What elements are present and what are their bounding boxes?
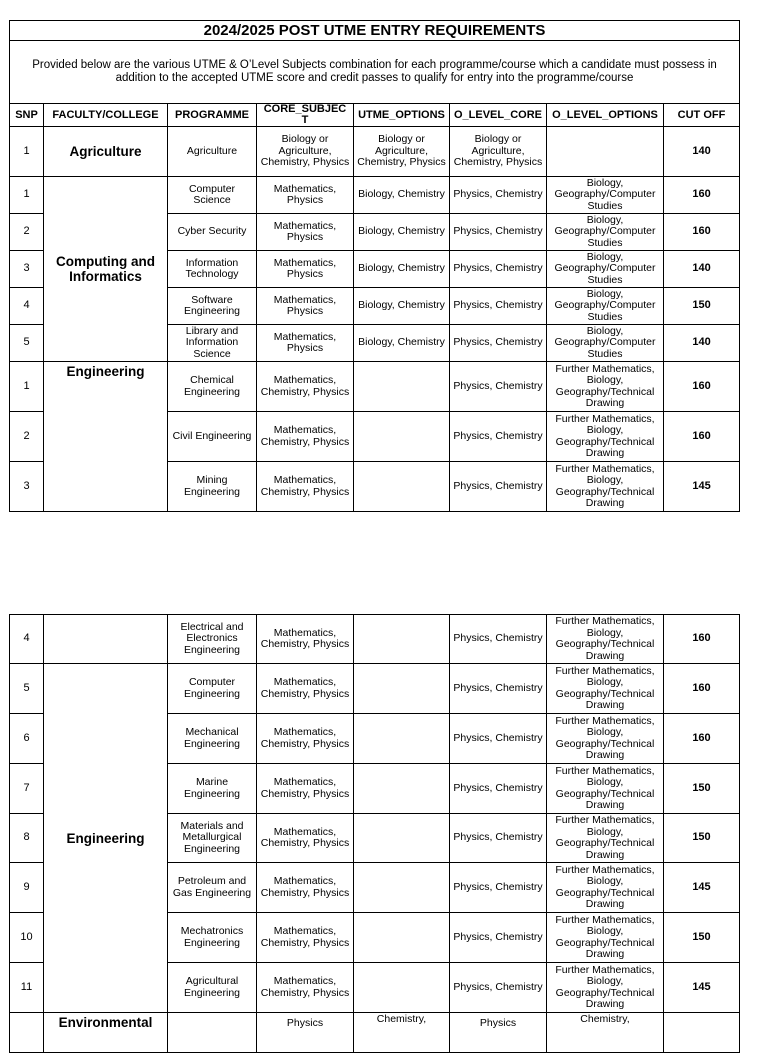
cutoff-cell: 160 [664, 714, 740, 764]
col-header-cutoff: CUT OFF [664, 104, 740, 127]
programme-cell: Civil Engineering [168, 412, 257, 462]
snp-cell: 11 [10, 963, 44, 1013]
programme-cell: Cyber Security [168, 214, 257, 251]
utme-options-cell: Biology, Chemistry [354, 251, 450, 288]
col-header-olevel-options: O_LEVEL_OPTIONS [547, 104, 664, 127]
core-subject-cell: Biology or Agriculture, Chemistry, Physics [257, 127, 354, 177]
intro-text: Provided below are the various UTME & O’Level Subjects combination for each programme/course which a candidate must possess in addition to the accepted UTME score and credit passes to qualify for entry into the programme/course [10, 41, 740, 104]
snp-cell: 4 [10, 615, 44, 664]
programme-cell: Mechanical Engineering [168, 714, 257, 764]
cutoff-cell: 140 [664, 251, 740, 288]
cutoff-cell: 160 [664, 177, 740, 214]
snp-cell: 1 [10, 127, 44, 177]
core-subject-cell: Mathematics, Chemistry, Physics [257, 462, 354, 512]
olevel-core-cell: Physics, Chemistry [450, 412, 547, 462]
olevel-core-cell: Physics, Chemistry [450, 177, 547, 214]
olevel-options-cell: Further Mathematics, Biology, Geography/Technical Drawing [547, 913, 664, 963]
snp-cell: 3 [10, 251, 44, 288]
core-subject-cell: Mathematics, Chemistry, Physics [257, 362, 354, 412]
cutoff-cell: 150 [664, 288, 740, 325]
table-row [10, 177, 740, 214]
faculty-engineering: Engineering [44, 664, 168, 1013]
table-row [10, 664, 740, 714]
olevel-core-cell: Physics, Chemistry [450, 863, 547, 913]
olevel-options-cell: Biology, Geography/Computer Studies [547, 288, 664, 325]
olevel-options-cell: Biology, Geography/Computer Studies [547, 325, 664, 362]
faculty-environmental: Environmental [44, 1013, 168, 1053]
snp-cell: 2 [10, 214, 44, 251]
utme-options-cell: Chemistry, [354, 1013, 450, 1053]
table-row [10, 362, 740, 412]
core-subject-cell: Mathematics, Chemistry, Physics [257, 615, 354, 664]
faculty-computing-informatics: Computing and Informatics [44, 177, 168, 362]
olevel-options-cell: Biology, Geography/Computer Studies [547, 214, 664, 251]
table-row [10, 615, 740, 664]
programme-cell: Library and Information Science [168, 325, 257, 362]
cutoff-cell: 160 [664, 615, 740, 664]
olevel-options-cell: Further Mathematics, Biology, Geography/Technical Drawing [547, 664, 664, 714]
programme-cell: Petroleum and Gas Engineering [168, 863, 257, 913]
table-header [10, 104, 740, 127]
programme-cell: Information Technology [168, 251, 257, 288]
utme-options-cell [354, 615, 450, 664]
faculty-engineering: Engineering [44, 362, 168, 512]
cutoff-cell: 145 [664, 963, 740, 1013]
olevel-options-cell: Further Mathematics, Biology, Geography/Technical Drawing [547, 963, 664, 1013]
olevel-options-cell [547, 127, 664, 177]
programme-cell: Marine Engineering [168, 764, 257, 814]
programme-cell: Software Engineering [168, 288, 257, 325]
olevel-core-cell: Physics, Chemistry [450, 814, 547, 863]
faculty-cell-empty [44, 615, 168, 664]
utme-options-cell [354, 814, 450, 863]
utme-options-cell [354, 664, 450, 714]
col-header-core-subject: CORE_SUBJEC T [257, 104, 354, 127]
core-subject-cell: Physics [257, 1013, 354, 1053]
olevel-options-cell: Further Mathematics, Biology, Geography/Technical Drawing [547, 462, 664, 512]
utme-options-cell [354, 764, 450, 814]
table-row [10, 1013, 740, 1053]
snp-cell: 7 [10, 764, 44, 814]
programme-cell: Electrical and Electronics Engineering [168, 615, 257, 664]
olevel-options-cell: Further Mathematics, Biology, Geography/Technical Drawing [547, 362, 664, 412]
utme-options-cell: Biology or Agriculture, Chemistry, Physics [354, 127, 450, 177]
programme-cell: Chemical Engineering [168, 362, 257, 412]
core-subject-cell: Mathematics, Chemistry, Physics [257, 963, 354, 1013]
cutoff-cell: 150 [664, 764, 740, 814]
utme-options-cell [354, 913, 450, 963]
utme-options-cell: Biology, Chemistry [354, 288, 450, 325]
utme-options-cell [354, 714, 450, 764]
olevel-core-cell: Physics, Chemistry [450, 214, 547, 251]
olevel-options-cell: Biology, Geography/Computer Studies [547, 177, 664, 214]
cutoff-cell: 145 [664, 462, 740, 512]
utme-options-cell [354, 362, 450, 412]
cutoff-cell: 145 [664, 863, 740, 913]
requirements-table-page-1 [9, 20, 740, 512]
programme-cell: Materials and Metallurgical Engineering [168, 814, 257, 863]
cutoff-cell: 160 [664, 362, 740, 412]
olevel-core-cell: Physics, Chemistry [450, 913, 547, 963]
olevel-options-cell: Biology, Geography/Computer Studies [547, 251, 664, 288]
olevel-core-cell: Physics, Chemistry [450, 714, 547, 764]
programme-cell: Agricultural Engineering [168, 963, 257, 1013]
core-subject-cell: Mathematics, Physics [257, 251, 354, 288]
olevel-options-cell: Further Mathematics, Biology, Geography/Technical Drawing [547, 412, 664, 462]
olevel-core-cell: Physics, Chemistry [450, 615, 547, 664]
olevel-core-cell: Physics, Chemistry [450, 325, 547, 362]
olevel-core-cell: Physics [450, 1013, 547, 1053]
snp-cell: 10 [10, 913, 44, 963]
core-subject-cell: Mathematics, Chemistry, Physics [257, 814, 354, 863]
olevel-options-cell: Chemistry, [547, 1013, 664, 1053]
faculty-agriculture: Agriculture [44, 127, 168, 177]
programme-cell: Agriculture [168, 127, 257, 177]
snp-cell: 5 [10, 664, 44, 714]
core-subject-cell: Mathematics, Physics [257, 214, 354, 251]
cutoff-cell: 140 [664, 127, 740, 177]
core-subject-cell: Mathematics, Physics [257, 177, 354, 214]
core-subject-cell: Mathematics, Chemistry, Physics [257, 764, 354, 814]
snp-cell: 8 [10, 814, 44, 863]
programme-cell: Mining Engineering [168, 462, 257, 512]
col-header-utme-options: UTME_OPTIONS [354, 104, 450, 127]
cutoff-cell: 150 [664, 814, 740, 863]
snp-cell [10, 1013, 44, 1053]
col-header-olevel-core: O_LEVEL_CORE [450, 104, 547, 127]
snp-cell: 3 [10, 462, 44, 512]
snp-cell: 9 [10, 863, 44, 913]
utme-options-cell: Biology, Chemistry [354, 214, 450, 251]
core-subject-cell: Mathematics, Chemistry, Physics [257, 664, 354, 714]
col-header-programme: PROGRAMME [168, 104, 257, 127]
col-header-faculty: FACULTY/COLLEGE [44, 104, 168, 127]
cutoff-cell: 150 [664, 913, 740, 963]
utme-options-cell: Biology, Chemistry [354, 177, 450, 214]
cutoff-cell [664, 1013, 740, 1053]
snp-cell: 2 [10, 412, 44, 462]
olevel-core-cell: Physics, Chemistry [450, 362, 547, 412]
olevel-options-cell: Further Mathematics, Biology, Geography/Technical Drawing [547, 714, 664, 764]
col-header-snp: SNP [10, 104, 44, 127]
core-subject-cell: Mathematics, Chemistry, Physics [257, 412, 354, 462]
utme-options-cell [354, 863, 450, 913]
core-subject-cell: Mathematics, Chemistry, Physics [257, 863, 354, 913]
programme-cell: Computer Engineering [168, 664, 257, 714]
core-subject-cell: Mathematics, Chemistry, Physics [257, 714, 354, 764]
utme-options-cell: Biology, Chemistry [354, 325, 450, 362]
olevel-options-cell: Further Mathematics, Biology, Geography/Technical Drawing [547, 764, 664, 814]
core-subject-cell: Mathematics, Physics [257, 325, 354, 362]
utme-options-cell [354, 963, 450, 1013]
cutoff-cell: 160 [664, 214, 740, 251]
requirements-table-page-2 [9, 614, 740, 1053]
olevel-core-cell: Biology or Agriculture, Chemistry, Physics [450, 127, 547, 177]
olevel-core-cell: Physics, Chemistry [450, 963, 547, 1013]
programme-cell: Mechatronics Engineering [168, 913, 257, 963]
core-subject-cell: Mathematics, Physics [257, 288, 354, 325]
page-title: 2024/2025 POST UTME ENTRY REQUIREMENTS [10, 21, 740, 41]
olevel-core-cell: Physics, Chemistry [450, 288, 547, 325]
olevel-core-cell: Physics, Chemistry [450, 462, 547, 512]
core-subject-cell: Mathematics, Chemistry, Physics [257, 913, 354, 963]
table-row [10, 127, 740, 177]
olevel-core-cell: Physics, Chemistry [450, 764, 547, 814]
cutoff-cell: 140 [664, 325, 740, 362]
snp-cell: 6 [10, 714, 44, 764]
snp-cell: 5 [10, 325, 44, 362]
snp-cell: 4 [10, 288, 44, 325]
olevel-options-cell: Further Mathematics, Biology, Geography/Technical Drawing [547, 814, 664, 863]
snp-cell: 1 [10, 177, 44, 214]
utme-options-cell [354, 412, 450, 462]
snp-cell: 1 [10, 362, 44, 412]
olevel-core-cell: Physics, Chemistry [450, 251, 547, 288]
olevel-core-cell: Physics, Chemistry [450, 664, 547, 714]
olevel-options-cell: Further Mathematics, Biology, Geography/Technical Drawing [547, 615, 664, 664]
programme-cell [168, 1013, 257, 1053]
cutoff-cell: 160 [664, 664, 740, 714]
olevel-options-cell: Further Mathematics, Biology, Geography/Technical Drawing [547, 863, 664, 913]
cutoff-cell: 160 [664, 412, 740, 462]
programme-cell: Computer Science [168, 177, 257, 214]
utme-options-cell [354, 462, 450, 512]
